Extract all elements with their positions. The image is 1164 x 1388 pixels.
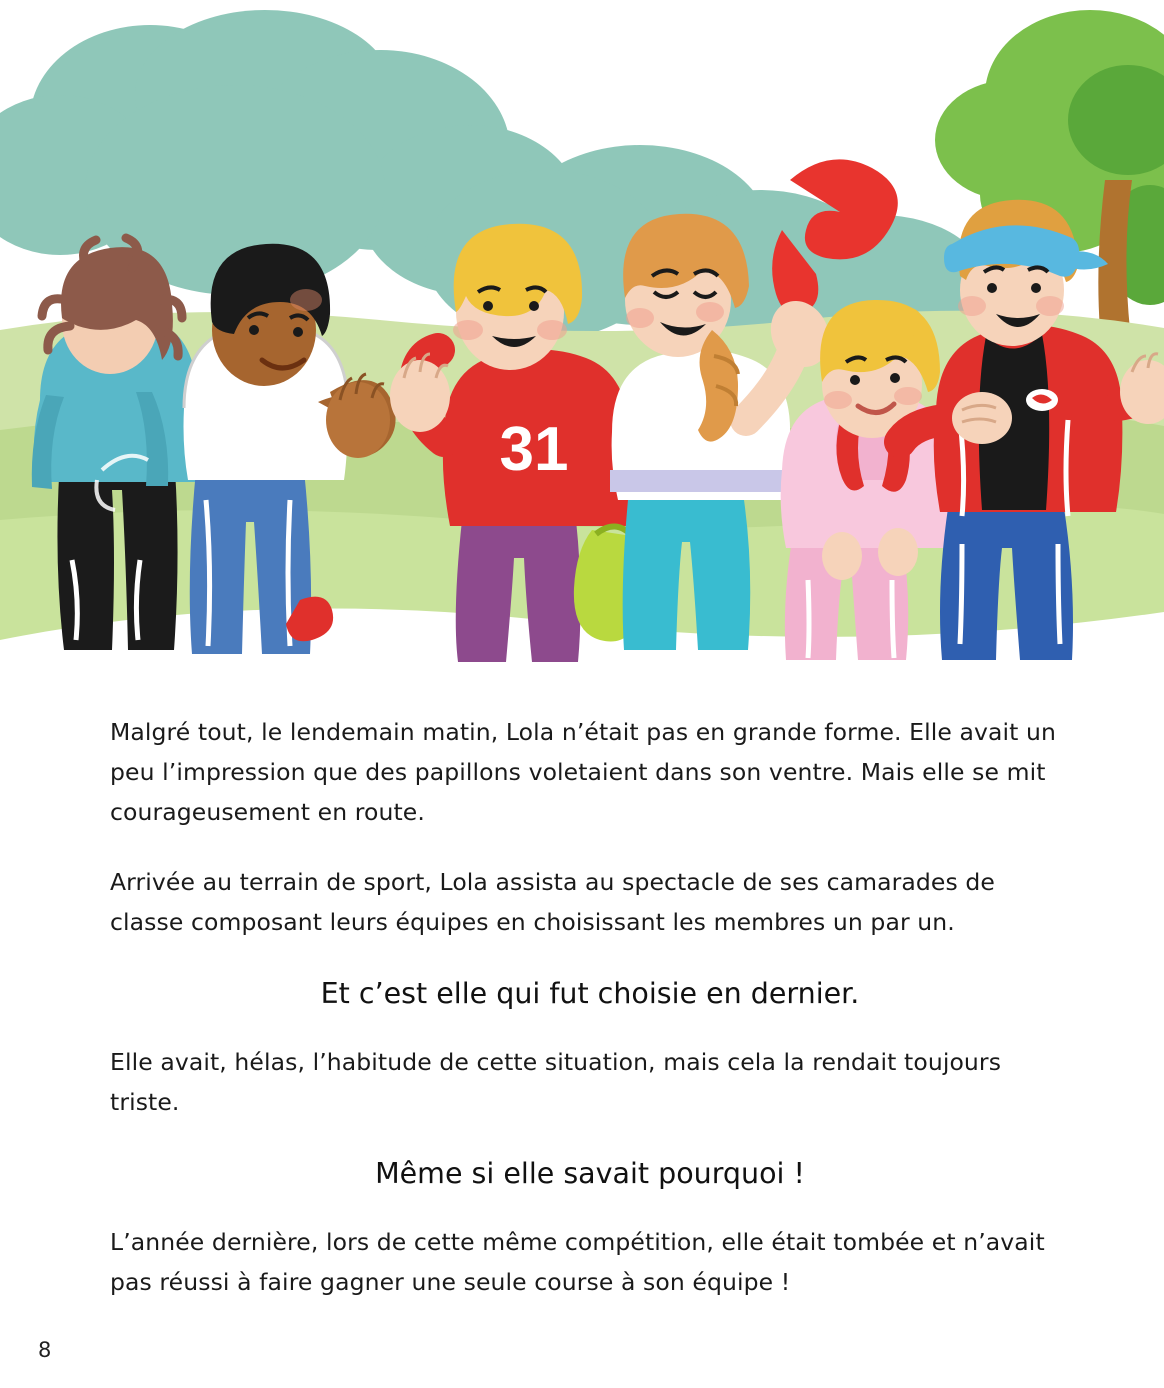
story-text <box>110 712 1070 1332</box>
page-number: 8 <box>38 1338 52 1362</box>
paragraph-3: Elle avait, hélas, l’habitude de cette situation, mais cela la rendait toujours triste. <box>110 1048 1002 1116</box>
illustration-artwork <box>0 0 1164 690</box>
highlight-1: Et c’est elle qui fut choisie en dernier. <box>320 977 860 1010</box>
paragraph-1: Malgré tout, le lendemain matin, Lola n’était pas en grande forme. Elle avait un peu l’impression que des papillons voletaient dans son ventre. Mais elle se mit courageusement en route. <box>110 718 1057 826</box>
illustration <box>0 0 1164 690</box>
jersey-number: 31 <box>499 415 569 484</box>
paragraph-4: L’année dernière, lors de cette même compétition, elle était tombée et n’avait pas réussi à faire gagner une seule course à son équipe ! <box>110 1228 1045 1296</box>
highlight-2: Même si elle savait pourquoi ! <box>375 1157 805 1190</box>
paragraph-2: Arrivée au terrain de sport, Lola assista au spectacle de ses camarades de classe composant leurs équipes en choisissant les membres un par un. <box>110 868 995 936</box>
